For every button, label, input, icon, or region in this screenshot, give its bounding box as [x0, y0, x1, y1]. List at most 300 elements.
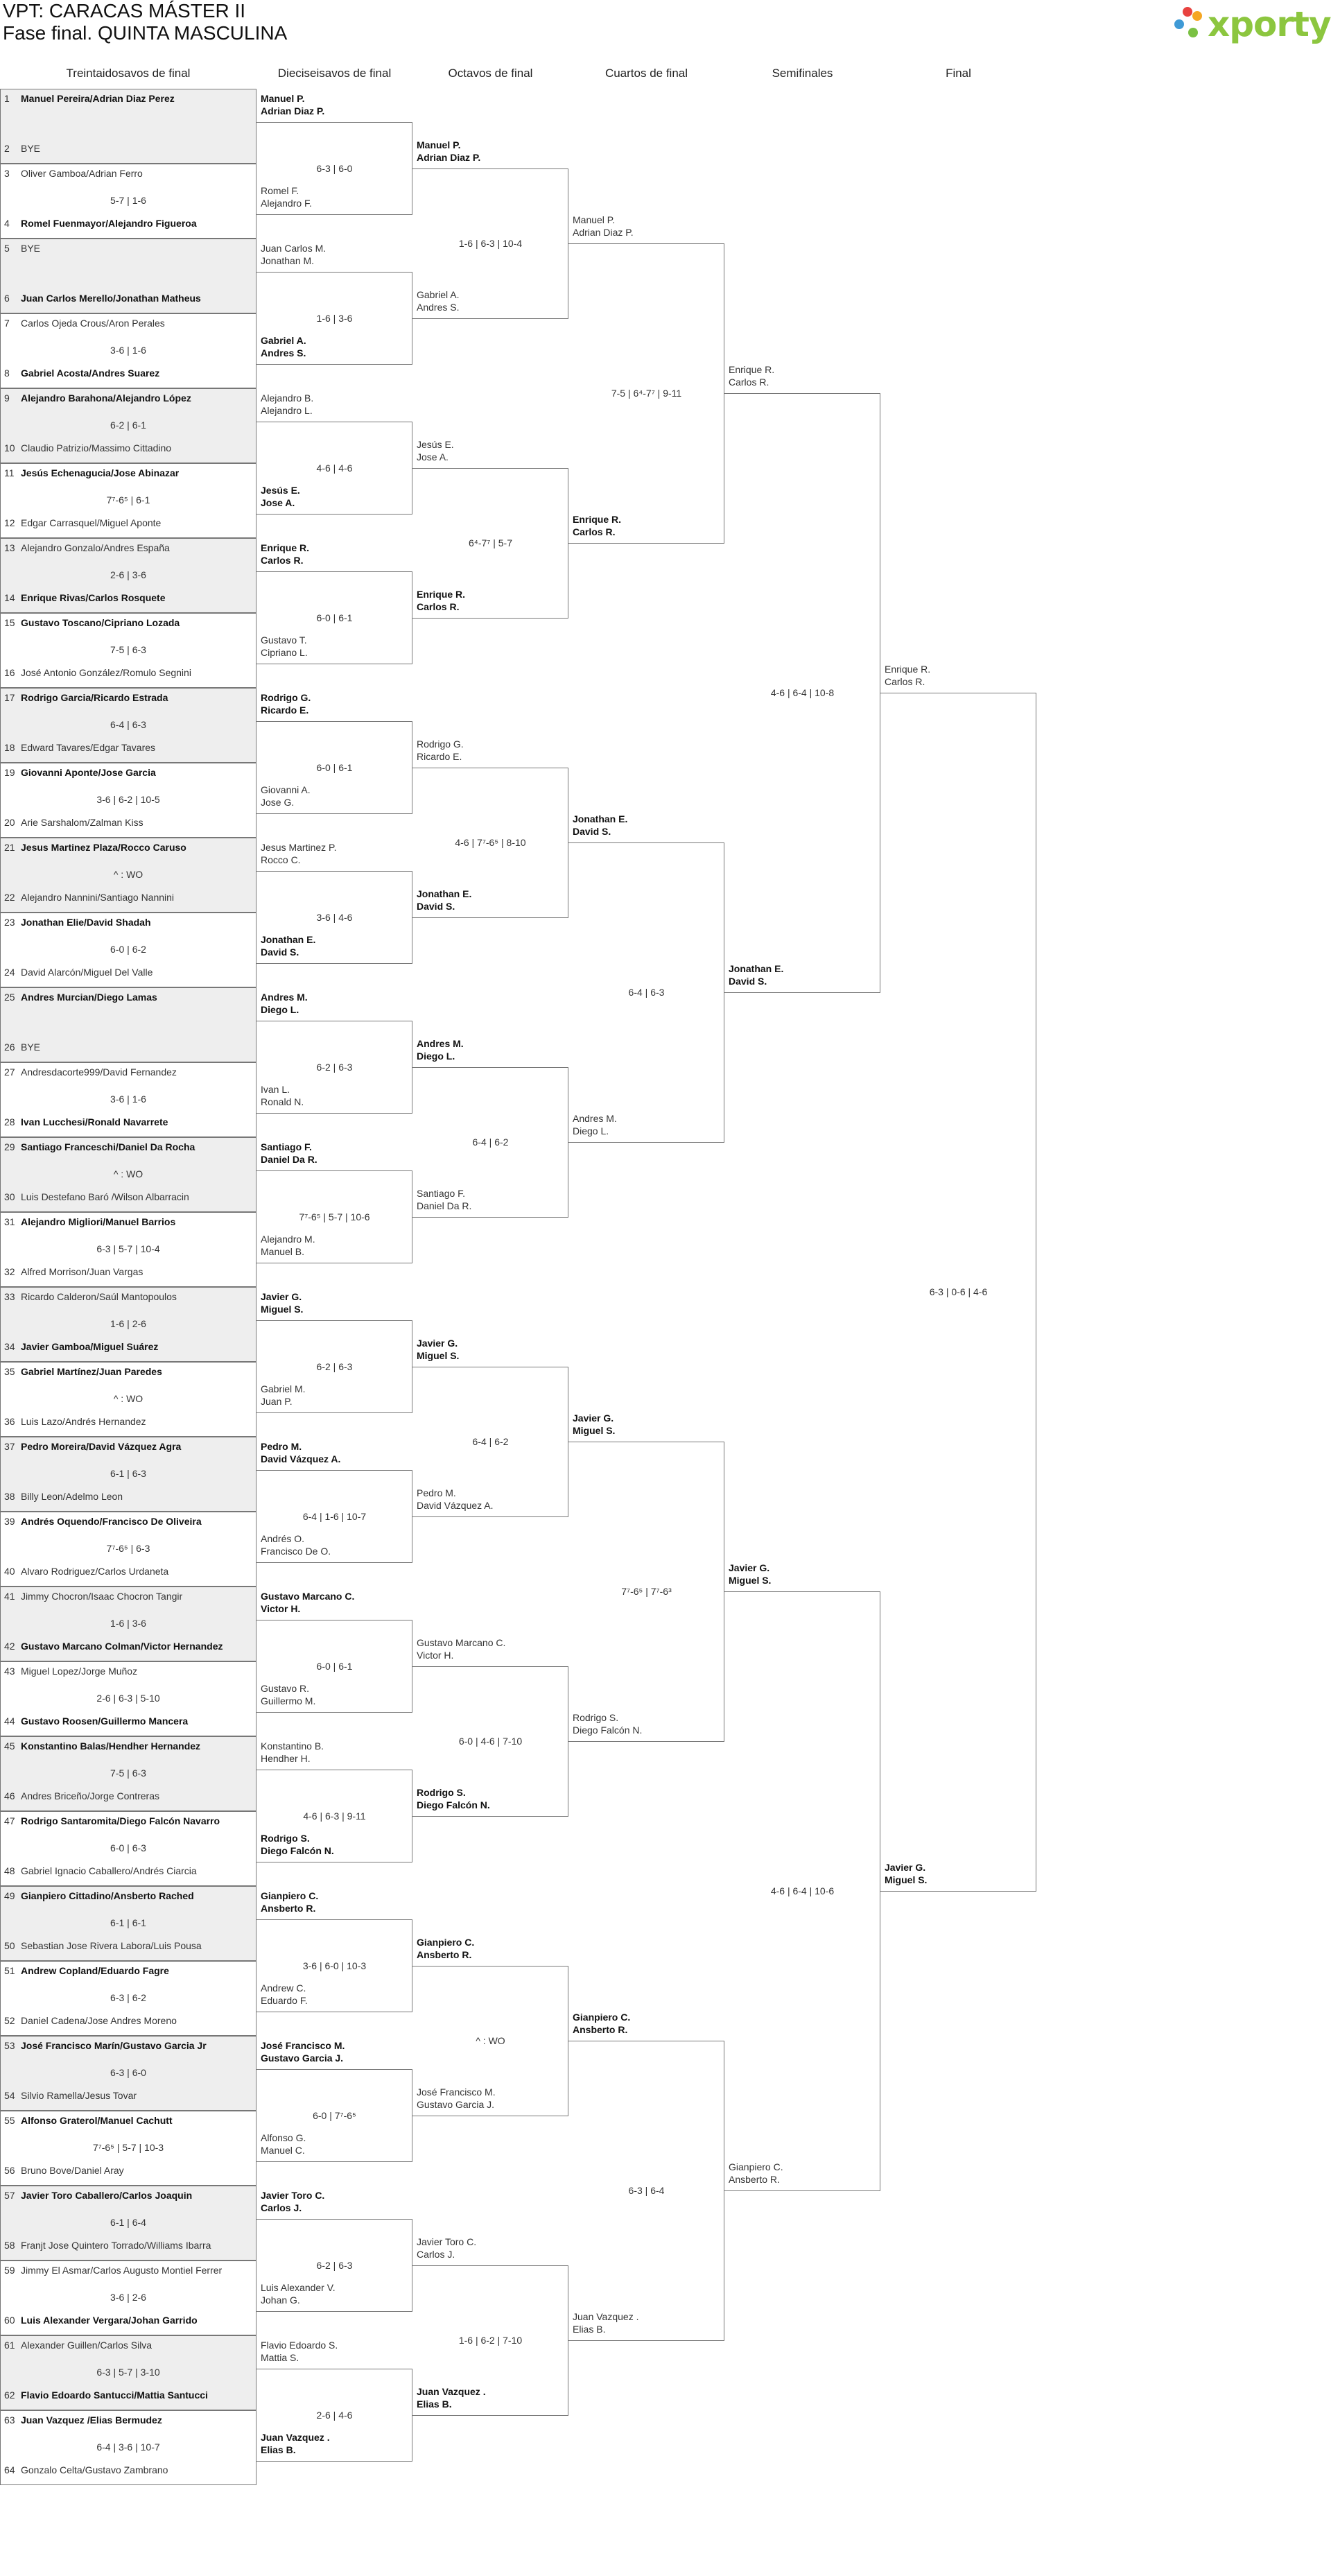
match-score: 7-5 | 6⁴-7⁷ | 9-11 [611, 387, 682, 399]
seed-number: 43 [4, 1666, 15, 1677]
team-name: Konstantino Balas/Hendher Hernandez [21, 1740, 201, 1752]
team-player: Hendher H. [261, 1753, 311, 1764]
bracket-line [724, 992, 880, 993]
match-score: 5-7 | 1-6 [110, 195, 146, 206]
team-player: Gianpiero C. [573, 2011, 631, 2023]
team-player: Santiago F. [261, 1141, 312, 1152]
seed-number: 20 [4, 817, 15, 828]
team-player: Jesús E. [261, 485, 300, 496]
column-header-r64: Treintaidosavos de final [66, 67, 191, 80]
match-score: 6-3 | 6-0 [110, 2067, 146, 2078]
team-player: Ricardo E. [261, 704, 309, 716]
team-player: Francisco De O. [261, 1546, 331, 1557]
team-player: Ansberto R. [261, 1903, 316, 1914]
seed-number: 5 [4, 243, 10, 254]
bracket-line [412, 917, 568, 918]
seed-number: 14 [4, 592, 15, 603]
team-player: Jonathan E. [573, 813, 628, 824]
bracket-line [256, 2461, 412, 2462]
team-name: Silvio Ramella/Jesus Tovar [21, 2090, 137, 2101]
bracket-line [412, 2265, 568, 2266]
match-score: 6-3 | 6-0 [316, 162, 353, 174]
team-player: Jesus Martinez P. [261, 842, 337, 853]
team-player: Pedro M. [417, 1487, 456, 1498]
bracket-line [568, 842, 724, 843]
team-player: Rodrigo G. [417, 738, 464, 750]
column-header-final: Final [946, 67, 971, 80]
seed-number: 39 [4, 1516, 15, 1527]
team-player: Andrés O. [261, 1533, 305, 1544]
match-score: 6-0 | 6-1 [316, 612, 353, 623]
match-score: 6-1 | 6-4 [110, 2217, 146, 2228]
match-score: 6-3 | 0-6 | 4-6 [929, 1286, 988, 1297]
seed-number: 7 [4, 318, 10, 329]
team-player: Carlos R. [729, 376, 769, 388]
page-subtitle: Fase final. QUINTA MASCULINA [3, 22, 288, 44]
match-score: 6-1 | 6-1 [110, 1917, 146, 1928]
team-player: Carlos J. [261, 2202, 302, 2213]
seed-number: 11 [4, 467, 15, 478]
seed-number: 2 [4, 143, 10, 154]
team-player: Carlos R. [573, 526, 616, 537]
team-player: Andres M. [261, 992, 308, 1003]
match-score: ^ : WO [113, 1393, 143, 1404]
bracket-line [256, 2219, 412, 2220]
team-name: Jimmy El Asmar/Carlos Augusto Montiel Ferrer [21, 2265, 223, 2276]
team-name: Gabriel Ignacio Caballero/Andrés Ciarcia [21, 1865, 197, 1876]
team-name: Alexander Guillen/Carlos Silva [21, 2340, 153, 2351]
bracket-line [724, 2190, 880, 2191]
bracket-line [412, 1816, 568, 1817]
team-name: Manuel Pereira/Adrian Diaz Perez [21, 93, 175, 104]
seed-number: 31 [4, 1216, 15, 1227]
team-player: Diego Falcón N. [261, 1845, 334, 1856]
team-player: Enrique R. [261, 542, 310, 553]
team-player: Victor H. [261, 1603, 301, 1614]
team-player: Diego L. [261, 1004, 299, 1015]
match-score: 4-6 | 6-4 | 10-8 [770, 686, 835, 698]
bracket-line [256, 2161, 412, 2162]
bracket-line [256, 813, 412, 814]
team-player: Enrique R. [729, 363, 775, 375]
column-header-r32: Dieciseisavos de final [277, 67, 392, 80]
team-player: Juan Carlos M. [261, 243, 327, 254]
team-player: Ansberto R. [729, 2173, 780, 2185]
team-player: Gustavo Garcia J. [417, 2098, 495, 2110]
seed-number: 56 [4, 2165, 15, 2176]
team-player: Andres S. [261, 347, 306, 358]
team-player: Gustavo R. [261, 1683, 310, 1694]
bracket-line [412, 618, 568, 619]
seed-number: 40 [4, 1566, 15, 1577]
seed-number: 4 [4, 218, 10, 229]
match-score: 2-6 | 3-6 [110, 569, 146, 580]
seed-number: 57 [4, 2190, 15, 2201]
seed-number: 16 [4, 667, 15, 678]
team-name: Pedro Moreira/David Vázquez Agra [21, 1441, 182, 1452]
team-name: Edward Tavares/Edgar Tavares [21, 742, 156, 753]
seed-number: 50 [4, 1940, 15, 1951]
seed-number: 35 [4, 1366, 15, 1377]
team-player: Alejandro F. [261, 198, 312, 209]
seed-number: 51 [4, 1965, 15, 1976]
team-name: Sebastian Jose Rivera Labora/Luis Pousa [21, 1940, 202, 1951]
team-player: Javier G. [729, 1562, 770, 1573]
team-name: Billy Leon/Adelmo Leon [21, 1491, 123, 1502]
team-player: David Vázquez A. [417, 1499, 494, 1511]
team-name: Miguel Lopez/Jorge Muñoz [21, 1666, 138, 1677]
team-name: Gustavo Marcano Colman/Victor Hernandez [21, 1641, 223, 1652]
team-player: Rodrigo S. [573, 1711, 619, 1723]
team-player: Carlos R. [417, 600, 460, 612]
match-score: 1-6 | 2-6 [110, 1318, 146, 1329]
seed-number: 17 [4, 692, 15, 703]
team-player: Ivan L. [261, 1084, 290, 1095]
team-player: Gabriel M. [261, 1383, 306, 1394]
bracket-line [256, 1712, 412, 1713]
team-player: Manuel P. [573, 214, 616, 225]
team-name: Andres Briceño/Jorge Contreras [21, 1790, 159, 1801]
seed-number: 30 [4, 1191, 15, 1202]
bracket-line [256, 122, 412, 123]
match-score: 6⁴-7⁷ | 5-7 [469, 537, 512, 548]
team-player: Diego Falcón N. [573, 1724, 643, 1736]
team-name: Edgar Carrasquel/Miguel Aponte [21, 517, 162, 528]
team-player: José Francisco M. [417, 2086, 496, 2098]
team-name: Luis Lazo/Andrés Hernandez [21, 1416, 146, 1427]
team-name: Alejandro Migliori/Manuel Barrios [21, 1216, 176, 1227]
team-player: Elias B. [417, 2398, 452, 2410]
match-score: 2-6 | 4-6 [316, 2409, 353, 2421]
team-player: Jose G. [261, 797, 295, 808]
bracket-line [412, 468, 568, 469]
team-name: BYE [21, 143, 41, 154]
seed-number: 58 [4, 2240, 15, 2251]
team-player: Miguel S. [573, 1424, 616, 1436]
team-name: Javier Gamboa/Miguel Suárez [21, 1341, 159, 1352]
team-name: Alejandro Barahona/Alejandro López [21, 392, 191, 404]
seed-number: 36 [4, 1416, 15, 1427]
team-player: Enrique R. [885, 663, 931, 675]
bracket-line [256, 1412, 412, 1413]
match-score: 2-6 | 6-3 | 5-10 [96, 1693, 160, 1704]
team-player: Gustavo Garcia J. [261, 2052, 344, 2064]
match-score: 6-0 | 6-1 [316, 761, 353, 773]
team-player: Alfonso G. [261, 2132, 306, 2143]
team-player: Jesús E. [417, 438, 454, 450]
team-player: David S. [261, 946, 299, 958]
team-player: Flavio Edoardo S. [261, 2340, 338, 2351]
team-player: Andres S. [417, 301, 460, 313]
bracket-line [412, 1666, 568, 1667]
seed-number: 53 [4, 2040, 15, 2051]
seed-number: 48 [4, 1865, 15, 1876]
seed-number: 27 [4, 1066, 15, 1078]
logo-dot-icon [1188, 28, 1198, 37]
team-player: Jonathan M. [261, 255, 315, 266]
seed-number: 46 [4, 1790, 15, 1801]
seed-number: 42 [4, 1641, 15, 1652]
team-player: Miguel S. [729, 1574, 772, 1586]
team-player: Rocco C. [261, 854, 301, 865]
team-player: Eduardo F. [261, 1995, 308, 2006]
team-player: Manuel P. [417, 139, 461, 150]
seed-number: 55 [4, 2115, 15, 2126]
team-player: Alejandro L. [261, 405, 313, 416]
bracket-line [724, 1591, 880, 1592]
team-player: Javier G. [885, 1861, 926, 1873]
seed-number: 45 [4, 1740, 15, 1752]
bracket-line [256, 721, 412, 722]
team-name: Oliver Gamboa/Adrian Ferro [21, 168, 143, 179]
seed-number: 24 [4, 967, 15, 978]
team-player: Luis Alexander V. [261, 2282, 336, 2293]
match-score: 1-6 | 3-6 [316, 312, 353, 324]
seed-number: 54 [4, 2090, 15, 2101]
team-player: Guillermo M. [261, 1695, 316, 1706]
team-player: David S. [573, 825, 611, 837]
match-score: 6-3 | 5-7 | 10-4 [96, 1243, 160, 1254]
seed-number: 49 [4, 1890, 15, 1901]
bracket-line [256, 2069, 412, 2070]
team-name: Javier Toro Caballero/Carlos Joaquin [21, 2190, 193, 2201]
team-player: Carlos R. [885, 675, 925, 687]
seed-number: 47 [4, 1815, 15, 1826]
team-player: Adrian Diaz P. [417, 151, 481, 163]
bracket-line [256, 214, 412, 215]
team-player: Jonathan E. [417, 888, 472, 899]
seed-number: 9 [4, 392, 10, 404]
match-score: 6-0 | 6-2 [110, 944, 146, 955]
team-player: Ricardo E. [417, 750, 462, 762]
match-score: 7⁷-6⁵ | 6-1 [106, 494, 150, 505]
seed-number: 19 [4, 767, 15, 778]
team-name: Giovanni Aponte/Jose Garcia [21, 767, 156, 778]
seed-number: 18 [4, 742, 15, 753]
team-name: Alfonso Graterol/Manuel Cachutt [21, 2115, 173, 2126]
seed-number: 15 [4, 617, 15, 628]
match-score: ^ : WO [113, 869, 143, 880]
match-score: 7-5 | 6-3 [110, 644, 146, 655]
match-score: 6-2 | 6-1 [110, 420, 146, 431]
team-player: Diego Falcón N. [417, 1799, 490, 1810]
team-name: Andresdacorte999/David Fernandez [21, 1066, 177, 1078]
team-name: José Francisco Marín/Gustavo Garcia Jr [21, 2040, 207, 2051]
team-player: Javier G. [261, 1291, 302, 1302]
team-player: Romel F. [261, 185, 299, 196]
team-player: Gustavo Marcano C. [417, 1636, 506, 1648]
seed-number: 21 [4, 842, 15, 853]
logo-wordmark: xporty [1208, 4, 1331, 44]
team-player: David Vázquez A. [261, 1453, 341, 1464]
team-player: Gianpiero C. [417, 1936, 475, 1948]
bracket-line [724, 393, 880, 394]
match-score: 3-6 | 1-6 [110, 1093, 146, 1105]
seed-number: 59 [4, 2265, 15, 2276]
match-score: 3-6 | 6-2 | 10-5 [96, 794, 160, 805]
match-score: 6-3 | 6-4 [628, 2184, 665, 2196]
team-player: Rodrigo S. [417, 1786, 466, 1798]
match-score: 7⁷-6⁵ | 6-3 [106, 1543, 150, 1554]
team-player: Manuel P. [261, 93, 305, 104]
team-player: Daniel Da R. [417, 1200, 472, 1211]
seed-number: 41 [4, 1591, 15, 1602]
team-name: Jesús Echenagucia/Jose Abinazar [21, 467, 180, 478]
team-player: Juan Vazquez . [261, 2432, 330, 2443]
seed-number: 22 [4, 892, 15, 903]
team-player: Johan G. [261, 2294, 300, 2306]
match-score: 6-0 | 6-3 [110, 1842, 146, 1853]
match-score: 6-0 | 4-6 | 7-10 [458, 1735, 523, 1747]
team-name: Bruno Bove/Daniel Aray [21, 2165, 124, 2176]
match-score: 6-2 | 6-3 [316, 1061, 353, 1073]
match-score: 4-6 | 4-6 [316, 462, 353, 474]
seed-number: 52 [4, 2015, 15, 2026]
column-header-r16: Octavos de final [448, 67, 533, 80]
bracket-line [256, 1170, 412, 1171]
team-name: Flavio Edoardo Santucci/Mattia Santucci [21, 2389, 208, 2401]
column-header-qf: Cuartos de final [604, 67, 688, 80]
team-name: Daniel Cadena/Jose Andres Moreno [21, 2015, 177, 2026]
team-name: Ricardo Calderon/Saúl Mantopoulos [21, 1291, 177, 1302]
match-score: 1-6 | 6-3 | 10-4 [458, 237, 523, 249]
team-player: Ronald N. [261, 1096, 304, 1107]
match-score: 6-4 | 1-6 | 10-7 [302, 1510, 367, 1522]
team-player: Miguel S. [885, 1874, 928, 1885]
bracket-line [412, 1217, 568, 1218]
team-name: Arie Sarshalom/Zalman Kiss [21, 817, 143, 828]
match-score: 6-3 | 5-7 | 3-10 [96, 2367, 160, 2378]
xporty-logo [1172, 3, 1331, 44]
team-player: Juan Vazquez . [573, 2310, 639, 2322]
match-score: 1-6 | 6-2 | 7-10 [458, 2334, 523, 2346]
team-player: Giovanni A. [261, 784, 311, 795]
team-name: Ivan Lucchesi/Ronald Navarrete [21, 1116, 168, 1127]
seed-number: 62 [4, 2389, 15, 2401]
bracket-line [568, 243, 724, 244]
team-player: Miguel S. [261, 1304, 304, 1315]
team-player: Adrian Diaz P. [261, 105, 325, 116]
team-name: Andres Murcian/Diego Lamas [21, 992, 157, 1003]
seed-number: 63 [4, 2414, 15, 2426]
bracket-line [256, 871, 412, 872]
bracket-line [412, 1516, 568, 1517]
team-name: David Alarcón/Miguel Del Valle [21, 967, 153, 978]
bracket-line [568, 1142, 724, 1143]
page-title: VPT: CARACAS MÁSTER II [3, 0, 246, 21]
seed-number: 28 [4, 1116, 15, 1127]
match-score: 3-6 | 6-0 | 10-3 [302, 1960, 367, 1971]
team-player: Diego L. [573, 1125, 609, 1136]
seed-number: 10 [4, 442, 15, 453]
team-player: Jose A. [417, 451, 449, 463]
seed-number: 26 [4, 1041, 15, 1053]
match-score: 6-0 | 6-1 [316, 1660, 353, 1672]
match-score: 6-0 | 7⁷-6⁵ [313, 2109, 356, 2121]
team-player: Manuel C. [261, 2145, 305, 2156]
match-score: 6-4 | 3-6 | 10-7 [96, 2441, 160, 2453]
team-name: Gonzalo Celta/Gustavo Zambrano [21, 2464, 168, 2475]
team-name: Franjt Jose Quintero Torrado/Williams Ibarra [21, 2240, 211, 2251]
match-score: ^ : WO [113, 1168, 143, 1179]
bracket-line [256, 364, 412, 365]
team-player: Ansberto R. [573, 2023, 628, 2035]
bracket-line [256, 2311, 412, 2312]
team-player: Gabriel A. [417, 288, 460, 300]
team-player: David S. [417, 900, 455, 912]
bracket-line [256, 1470, 412, 1471]
team-player: Miguel S. [417, 1349, 460, 1361]
match-score: 7⁷-6⁵ | 7⁷-6³ [621, 1585, 672, 1597]
match-score: 7⁷-6⁵ | 5-7 | 10-3 [92, 2142, 164, 2153]
team-player: Andres M. [417, 1037, 464, 1049]
bracket-line [568, 543, 724, 544]
match-score: 6-4 | 6-2 [472, 1435, 509, 1447]
team-player: Gustavo Marcano C. [261, 1591, 355, 1602]
team-name: Alejandro Gonzalo/Andres España [21, 542, 170, 553]
team-player: Javier Toro C. [417, 2236, 477, 2247]
seed-number: 3 [4, 168, 10, 179]
logo-dot-icon [1183, 7, 1192, 17]
team-name: BYE [21, 1041, 41, 1053]
match-score: 7⁷-6⁵ | 5-7 | 10-6 [299, 1211, 370, 1222]
team-name: Luis Alexander Vergara/Johan Garrido [21, 2315, 198, 2326]
match-score: 7-5 | 6-3 [110, 1767, 146, 1779]
team-player: Ansberto R. [417, 1948, 472, 1960]
team-name: Juan Vazquez /Elias Bermudez [21, 2414, 162, 2426]
team-player: Gustavo T. [261, 634, 307, 646]
bracket-line [256, 1562, 412, 1563]
team-name: Alfred Morrison/Juan Vargas [21, 1266, 143, 1277]
seed-number: 38 [4, 1491, 15, 1502]
match-score: 3-6 | 1-6 [110, 345, 146, 356]
team-player: Cipriano L. [261, 647, 308, 658]
team-player: Diego L. [417, 1050, 455, 1062]
seed-number: 6 [4, 293, 10, 304]
bracket-line [568, 2340, 724, 2341]
team-player: Jonathan E. [729, 962, 784, 974]
team-name: Enrique Rivas/Carlos Rosquete [21, 592, 166, 603]
match-score: 6-3 | 6-2 [110, 1992, 146, 2003]
team-player: Santiago F. [417, 1187, 466, 1199]
team-player: Javier Toro C. [261, 2190, 325, 2201]
match-score: 6-4 | 6-3 [110, 719, 146, 730]
team-player: Javier G. [417, 1337, 458, 1349]
team-name: Rodrigo Garcia/Ricardo Estrada [21, 692, 168, 703]
seed-number: 60 [4, 2315, 15, 2326]
seed-number: 34 [4, 1341, 15, 1352]
team-player: Andres M. [573, 1112, 617, 1124]
seed-number: 1 [4, 93, 10, 104]
match-score: 6-1 | 6-3 [110, 1468, 146, 1479]
team-name: Gianpiero Cittadino/Ansberto Rached [21, 1890, 194, 1901]
team-name: Jesus Martinez Plaza/Rocco Caruso [21, 842, 186, 853]
match-score: 1-6 | 3-6 [110, 1618, 146, 1629]
team-player: Mattia S. [261, 2352, 299, 2363]
seed-number: 12 [4, 517, 15, 528]
bracket-line [256, 272, 412, 273]
seed-number: 61 [4, 2340, 15, 2351]
team-name: Andrew Copland/Eduardo Fagre [21, 1965, 169, 1976]
seed-number: 23 [4, 917, 15, 928]
team-player: Rodrigo S. [261, 1833, 310, 1844]
team-player: Juan Vazquez . [417, 2385, 486, 2397]
team-name: Andrés Oquendo/Francisco De Oliveira [21, 1516, 202, 1527]
team-name: Carlos Ojeda Crous/Aron Perales [21, 318, 165, 329]
team-name: Alejandro Nannini/Santiago Nannini [21, 892, 175, 903]
team-player: Javier G. [573, 1412, 614, 1424]
bracket-line [412, 168, 568, 169]
